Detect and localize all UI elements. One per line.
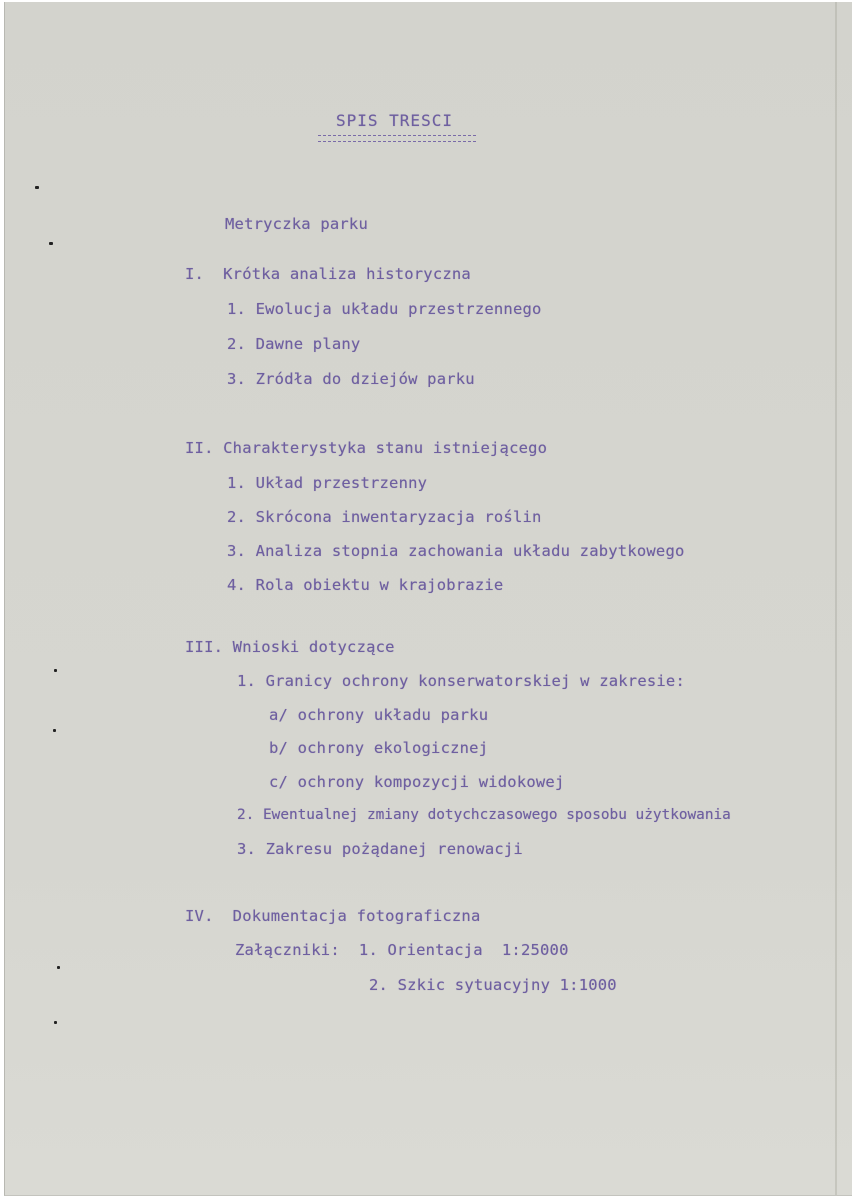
toc-section-iv: IV. Dokumentacja fotograficzna	[185, 907, 481, 925]
margin-mark	[49, 242, 53, 245]
typewritten-page	[4, 2, 852, 1196]
margin-mark	[57, 966, 60, 969]
toc-subentry-iii-1: 1. Granicy ochrony konserwatorskiej w zakresie:	[237, 672, 685, 690]
toc-item-iii-1a: a/ ochrony układu parku	[269, 706, 489, 724]
toc-subentry-iii-3: 3. Zakresu pożądanej renowacji	[237, 840, 523, 858]
toc-subentry-ii-4: 4. Rola obiektu w krajobrazie	[227, 576, 504, 594]
toc-section-iii: III. Wnioski dotyczące	[185, 638, 395, 656]
margin-mark	[54, 1021, 57, 1024]
toc-subentry-i-3: 3. Zródła do dziejów parku	[227, 370, 475, 388]
title-underline	[318, 135, 476, 142]
toc-section-i: I. Krótka analiza historyczna	[185, 265, 471, 283]
margin-mark	[53, 729, 56, 732]
toc-item-iii-1c: c/ ochrony kompozycji widokowej	[269, 773, 565, 791]
toc-subentry-ii-2: 2. Skrócona inwentaryzacja roślin	[227, 508, 542, 526]
toc-subentry-ii-3: 3. Analiza stopnia zachowania układu zabytkowego	[227, 542, 685, 560]
toc-item-iii-1b: b/ ochrony ekologicznej	[269, 739, 489, 757]
toc-entry-metryczka: Metryczka parku	[225, 215, 368, 233]
toc-subentry-iii-2: 2. Ewentualnej zmiany dotychczasowego sposobu użytkowania	[237, 807, 731, 823]
margin-mark	[35, 186, 39, 189]
toc-subentry-ii-1: 1. Układ przestrzenny	[227, 474, 428, 492]
margin-mark	[54, 669, 57, 672]
toc-subentry-i-1: 1. Ewolucja układu przestrzennego	[227, 300, 542, 318]
paper-fold-line	[835, 2, 837, 1196]
toc-attachments: Załączniki: 1. Orientacja 1:25000	[235, 941, 569, 959]
toc-attachment-2: 2. Szkic sytuacyjny 1:1000	[369, 976, 617, 994]
page-title: SPIS TRESCI	[336, 111, 453, 130]
toc-subentry-i-2: 2. Dawne plany	[227, 335, 361, 353]
toc-section-ii: II. Charakterystyka stanu istniejącego	[185, 439, 548, 457]
